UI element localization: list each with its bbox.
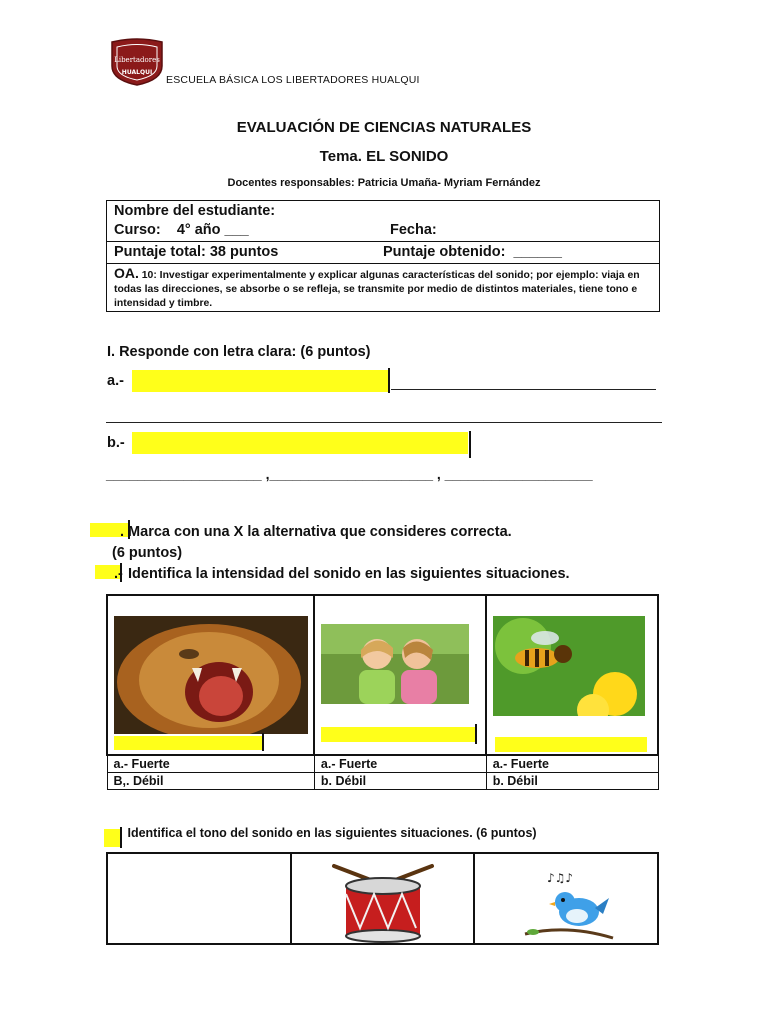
- score-row: [107, 242, 659, 264]
- course-field: Curso: 4° año ___: [114, 222, 249, 238]
- text-cursor: [475, 724, 477, 744]
- redaction-highlight: [495, 737, 647, 752]
- section-2-points: (6 puntos): [112, 545, 183, 561]
- total-score: Puntaje total: 38 puntos: [114, 244, 279, 260]
- svg-text:Libertadores: Libertadores: [114, 56, 160, 64]
- redaction-highlight: [321, 727, 475, 742]
- student-name-field[interactable]: Nombre del estudiante:: [114, 203, 276, 219]
- intensity-table: [106, 594, 659, 790]
- tone-table: [106, 852, 659, 945]
- bird-singing-image: [519, 868, 615, 940]
- text-cursor: [262, 733, 264, 751]
- objective-row: [107, 264, 659, 311]
- lion-roaring-image: [114, 616, 308, 734]
- subsection-2-heading: Identifica el tono del sonido en las siguientes situaciones. (6 puntos): [124, 826, 537, 840]
- redaction-highlight: [132, 370, 388, 392]
- svg-text:HUALQUI: HUALQUI: [121, 69, 153, 76]
- date-field[interactable]: Fecha:: [390, 222, 437, 238]
- lion-cell: [107, 595, 314, 755]
- subsection-2-prefix: [106, 826, 121, 840]
- bee-cell: [486, 595, 658, 755]
- bee-option-b[interactable]: b. Débil: [486, 773, 658, 790]
- subsection-1-heading: Identifica la intensidad del sonido en las siguientes situaciones.: [128, 566, 570, 582]
- oa-description: 10: Investigar experimentalmente y explicar algunas características del sonido; por ejemplo: viaja en todas las direcciones, se absorbe o se refleja, se transmite por medio de distintos materiales, tiene tono e intensidad y timbre.: [114, 270, 640, 309]
- text-cursor: [469, 431, 471, 458]
- oa-label: OA.: [114, 265, 139, 281]
- page-title: EVALUACIÓN DE CIENCIAS NATURALES: [236, 119, 532, 136]
- children-option-b[interactable]: b. Débil: [314, 773, 486, 790]
- teachers: Docentes responsables: Patricia Umaña- Myriam Fernández: [227, 177, 541, 189]
- svg-text:♪♫♪: ♪♫♪: [546, 871, 574, 885]
- section-2-heading: . Marca con una X la alternativa que consideres correcta.: [120, 524, 512, 540]
- children-cell: [314, 595, 486, 755]
- blank-answers-row[interactable]: ____________________ ,_____________________ , ___________________: [106, 466, 593, 482]
- school-logo: [108, 38, 166, 86]
- subsection-1-prefix: .-: [114, 566, 123, 582]
- topic: Tema. EL SONIDO: [319, 148, 449, 165]
- redaction-highlight: [132, 432, 468, 454]
- objective-text: [107, 264, 659, 313]
- text-cursor: [388, 368, 390, 393]
- question-a-label: a.-: [107, 373, 124, 389]
- student-info-box: [106, 200, 660, 312]
- name-course-row: [107, 201, 659, 242]
- drum-cell: [291, 853, 474, 944]
- drum-image: [330, 862, 436, 944]
- school-name: ESCUELA BÁSICA LOS LIBERTADORES HUALQUI: [166, 74, 420, 86]
- redaction-highlight: [114, 736, 262, 750]
- bee-flying-image: [493, 616, 645, 716]
- answer-line[interactable]: [391, 389, 656, 390]
- bee-option-a[interactable]: a.- Fuerte: [486, 755, 658, 773]
- obtained-score-field[interactable]: Puntaje obtenido: ______: [383, 244, 562, 260]
- answer-line-full[interactable]: [106, 422, 662, 423]
- lion-option-b[interactable]: B,. Débil: [107, 773, 314, 790]
- question-b-label: b.-: [107, 435, 125, 451]
- section-1-heading: I. Responde con letra clara: (6 puntos): [107, 344, 371, 360]
- children-option-a[interactable]: a.- Fuerte: [314, 755, 486, 773]
- lion-option-a[interactable]: a.- Fuerte: [107, 755, 314, 773]
- children-whispering-image: [321, 624, 469, 704]
- bird-cell: [474, 853, 658, 944]
- tone-empty-cell: [107, 853, 291, 944]
